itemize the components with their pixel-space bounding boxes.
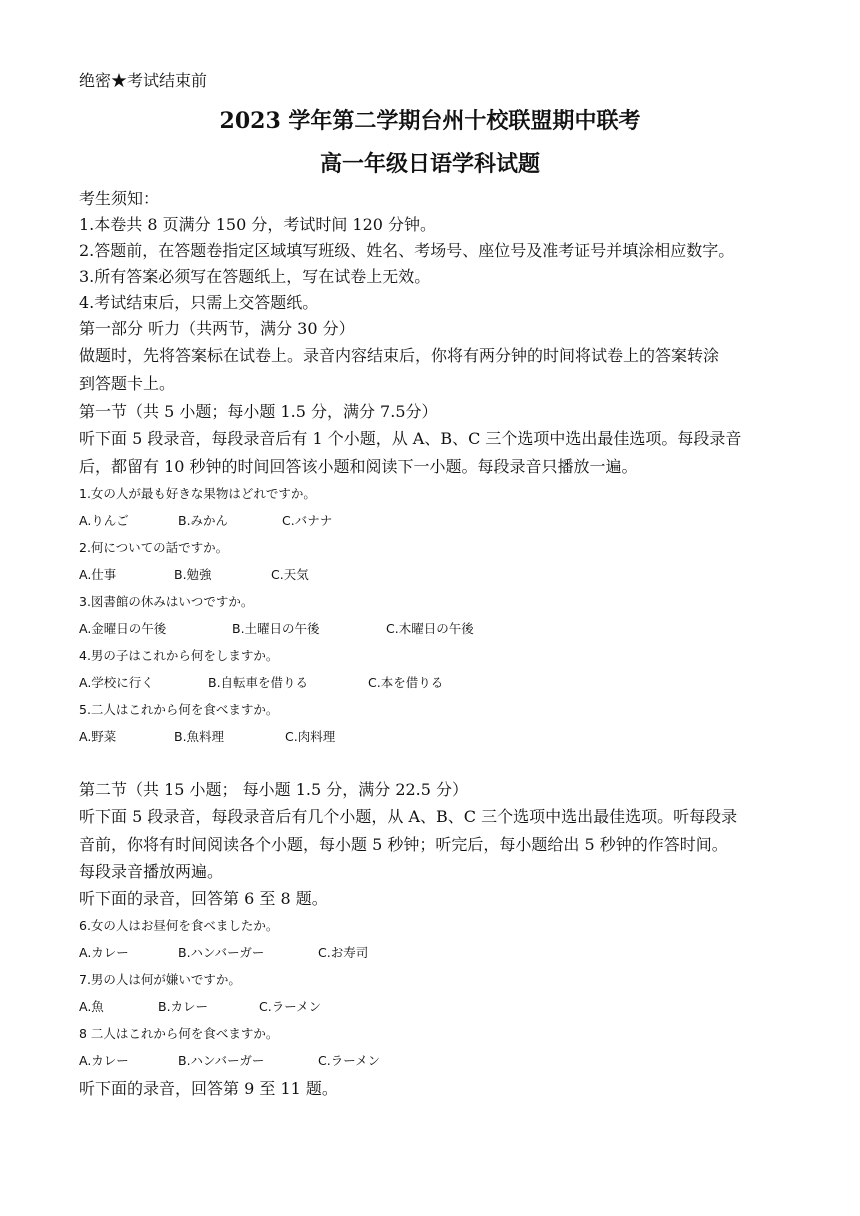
question-text: 2.何についての話ですか。 (79, 540, 229, 555)
section2-intro: 每段录音播放两遍。 (79, 862, 224, 881)
question-text: 6.女の人はお昼何を食べましたか。 (79, 918, 279, 933)
option-c: C.木曜日の午後 (386, 621, 474, 636)
section1-intro: 后，都留有 10 秒钟的时间回答该小题和阅读下一小题。每段录音只播放一遍。 (79, 457, 638, 476)
option-c: C.本を借りる (368, 675, 444, 690)
exam-title: 2023 学年第二学期台州十校联盟期中联考 (219, 108, 641, 134)
option-a: A.仕事 (79, 567, 117, 582)
section2-intro: 听下面 5 段录音，每段录音后有几个小题，从 A、B、C 三个选项中选出最佳选项。听每段录 (79, 807, 738, 826)
option-a: A.カレー (79, 945, 129, 960)
notice-item: 4.考试结束后，只需上交答题纸。 (79, 293, 319, 312)
section2-heading: 第二节（共 15 小题； 每小题 1.5 分，满分 22.5 分） (79, 780, 469, 799)
notice-heading: 考生须知： (79, 189, 160, 208)
option-a: A.学校に行く (79, 675, 154, 690)
option-c: C.お寿司 (318, 945, 369, 960)
option-b: B.土曜日の午後 (232, 621, 320, 636)
option-c: C.バナナ (282, 513, 333, 528)
option-b: B.ハンバーガー (178, 1053, 265, 1068)
option-a: A.カレー (79, 1053, 129, 1068)
option-c: C.ラーメン (318, 1053, 381, 1068)
option-b: B.カレー (158, 999, 209, 1014)
question-text: 1.女の人が最も好きな果物はどれですか。 (79, 486, 316, 501)
option-c: C.肉料理 (285, 729, 336, 744)
option-a: A.りんご (79, 513, 129, 528)
option-b: B.みかん (178, 513, 229, 528)
section1-heading: 第一节（共 5 小题；每小题 1.5 分，满分 7.5分） (79, 402, 438, 421)
option-b: B.ハンバーガー (178, 945, 265, 960)
question-text: 4.男の子はこれから何をしますか。 (79, 648, 279, 663)
option-c: C.ラーメン (259, 999, 322, 1014)
option-b: B.魚料理 (174, 729, 225, 744)
question-text: 7.男の人は何が嫌いですか。 (79, 972, 241, 987)
notice-item: 2.答题前，在答题卷指定区域填写班级、姓名、考场号、座位号及准考证号并填涂相应数字。 (79, 241, 735, 260)
option-a: A.魚 (79, 999, 104, 1014)
question-text: 8 二人はこれから何を食べますか。 (79, 1026, 279, 1041)
question-group-heading: 听下面的录音，回答第 6 至 8 题。 (79, 889, 328, 908)
confidential-mark: 绝密★考试结束前 (79, 71, 208, 90)
question-text: 5.二人はこれから何を食べますか。 (79, 702, 279, 717)
question-text: 3.図書館の休みはいつですか。 (79, 594, 254, 609)
part1-instruction: 到答题卡上。 (79, 374, 176, 393)
exam-subtitle: 高一年级日语学科试题 (319, 151, 540, 177)
option-b: B.勉強 (174, 567, 212, 582)
part1-heading: 第一部分 听力（共两节，满分 30 分） (79, 319, 355, 338)
question-group-heading: 听下面的录音，回答第 9 至 11 题。 (79, 1079, 338, 1098)
option-b: B.自転車を借りる (208, 675, 309, 690)
option-a: A.野菜 (79, 729, 117, 744)
section2-intro: 音前，你将有时间阅读各个小题，每小题 5 秒钟；听完后，每小题给出 5 秒钟的作答时间。 (79, 835, 728, 854)
notice-item: 3.所有答案必须写在答题纸上，写在试卷上无效。 (79, 267, 431, 286)
part1-instruction: 做题时，先将答案标在试卷上。录音内容结束后，你将有两分钟的时间将试卷上的答案转涂 (79, 346, 720, 365)
notice-item: 1.本卷共 8 页满分 150 分，考试时间 120 分钟。 (79, 215, 437, 234)
section1-intro: 听下面 5 段录音，每段录音后有 1 个小题，从 A、B、C 三个选项中选出最佳选项。每段录音 (79, 429, 742, 448)
option-c: C.天気 (271, 567, 309, 582)
option-a: A.金曜日の午後 (79, 621, 167, 636)
